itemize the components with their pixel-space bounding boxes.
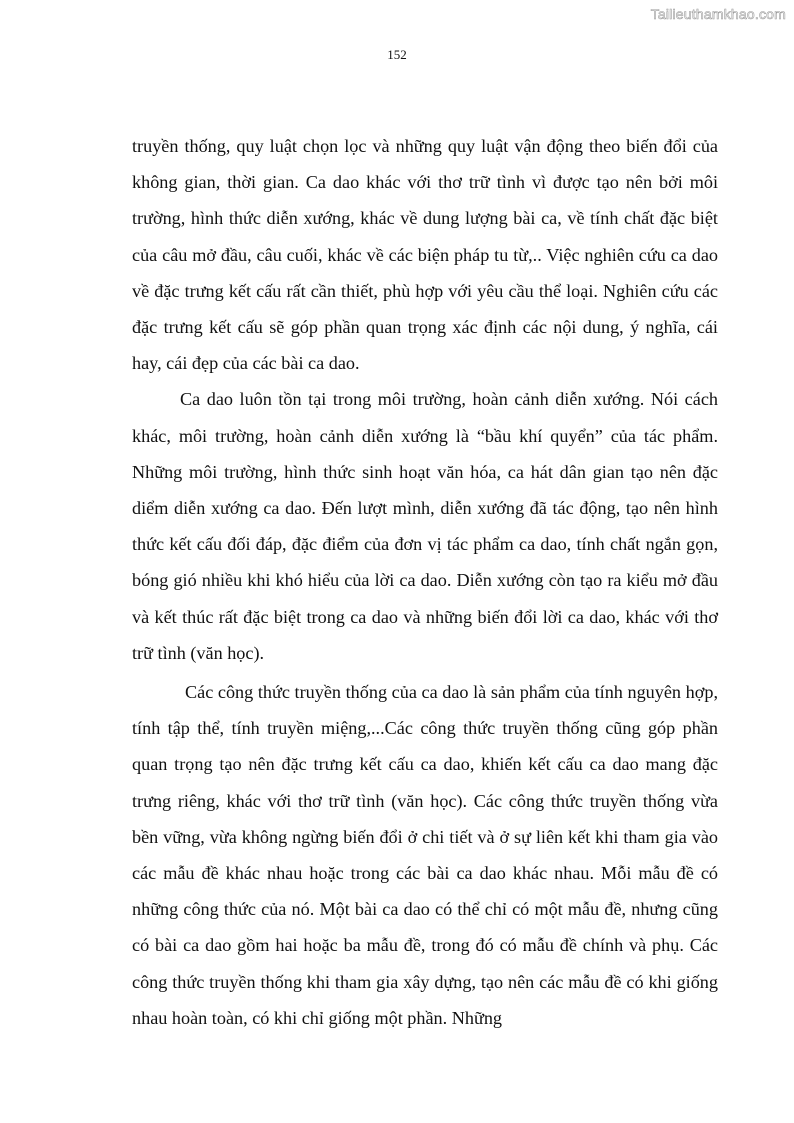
page-body bbox=[132, 128, 718, 1036]
paragraph-3: Các công thức truyền thống của ca dao là sản phẩm của tính nguyên hợp, tính tập thể, tính truyền miệng,...Các công thức truyền thống cũng góp phần quan trọng tạo nên đặc trưng kết cấu ca dao, khiến kết cấu ca dao mang đặc trưng riêng, khác với thơ trữ tình (văn học). Các công thức truyền thống vừa bền vững, vừa không ngừng biến đổi ở chi tiết và ở sự liên kết khi tham gia vào các mẫu đề khác nhau hoặc trong các bài ca dao khác nhau. Mỗi mẫu đề có những công thức của nó. Một bài ca dao có thể chỉ có một mẫu đề, nhưng cũng có bài ca dao gồm hai hoặc ba mẫu đề, trong đó có mẫu đề chính và phụ. Các công thức truyền thống khi tham gia xây dựng, tạo nên các mẫu đề có khi giống nhau hoàn toàn, có khi chỉ giống một phần. Những bbox=[132, 682, 718, 1028]
paragraph-1: truyền thống, quy luật chọn lọc và những quy luật vận động theo biến đổi của không gian, thời gian. Ca dao khác với thơ trữ tình vì được tạo nên bởi môi trường, hình thức diễn xướng, khác về dung lượng bài ca, về tính chất đặc biệt của câu mở đầu, câu cuối, khác về các biện pháp tu từ,.. Việc nghiên cứu ca dao về đặc trưng kết cấu rất cần thiết, phù hợp với yêu cầu thể loại. Nghiên cứu các đặc trưng kết cấu sẽ góp phần quan trọng xác định các nội dung, ý nghĩa, cái hay, cái đẹp của các bài ca dao. bbox=[132, 136, 718, 374]
paragraph-2: Ca dao luôn tồn tại trong môi trường, hoàn cảnh diễn xướng. Nói cách khác, môi trường, hoàn cảnh diễn xướng là “bầu khí quyển” của tác phẩm. Những môi trường, hình thức sinh hoạt văn hóa, ca hát dân gian tạo nên đặc diểm diễn xướng ca dao. Đến lượt mình, diễn xướng đã tác động, tạo nên hình thức kết cấu đối đáp, đặc điểm của đơn vị tác phẩm ca dao, tính chất ngắn gọn, bóng gió nhiều khi khó hiểu của lời ca dao. Diễn xướng còn tạo ra kiểu mở đầu và kết thúc rất đặc biệt trong ca dao và những biến đổi lời ca dao, khác với thơ trữ tình (văn học). bbox=[132, 389, 718, 663]
watermark-text: Tailieuthamkhao.com bbox=[650, 6, 786, 22]
page-number: 152 bbox=[387, 47, 407, 62]
